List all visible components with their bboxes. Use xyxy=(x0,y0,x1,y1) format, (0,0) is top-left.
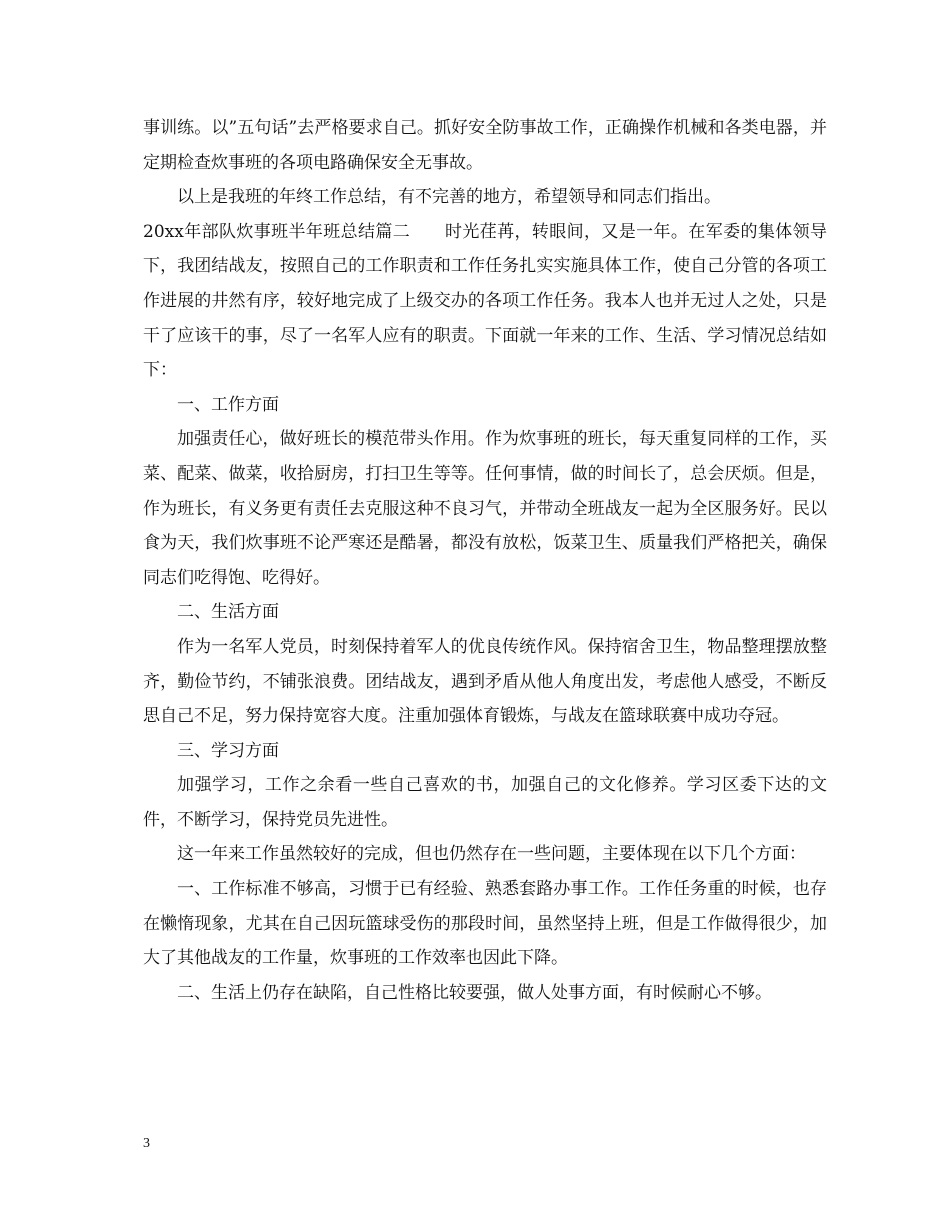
heading-life: 二、生活方面 xyxy=(177,602,279,623)
document-body xyxy=(143,111,827,1010)
paragraph-problems-intro: 这一年来工作虽然较好的完成，但也仍然存在一些问题，主要体现在以下几个方面： xyxy=(177,844,806,865)
paragraph-2: 以上是我班的年终工作总结，有不完善的地方，希望领导和同志们指出。 xyxy=(177,187,721,208)
paragraph-life: 作为一名军人党员，时刻保持着军人的优良传统作风。保持宿舍卫生，物品整理摆放整齐，勤俭节约，不铺张浪费。团结战友，遇到矛盾从他人角度出发，考虑他人感受，不断反思自己不足，努力保持宽容大度。注重加强体育锻炼，与战友在篮球联赛中成功夺冠。 xyxy=(143,636,827,727)
paragraph-study: 加强学习，工作之余看一些自己喜欢的书，加强自己的文化修养。学习区委下达的文件，不断学习，保持党员先进性。 xyxy=(143,775,827,830)
paragraph-3-section-title: 20xx年部队炊事班半年班总结篇二 时光荏苒，转眼间，又是一年。在军委的集体领导下，我团结战友，按照自己的工作职责和工作任务扎实实施具体工作，使自己分管的各项工作进展的井然有序，较好地完成了上级交办的各项工作任务。我本人也并无过人之处，只是干了应该干的事，尽了一名军人应有的职责。下面就一年来的工作、生活、学习情况总结如下： xyxy=(143,221,827,381)
page-number: 3 xyxy=(143,1136,150,1151)
heading-work: 一、工作方面 xyxy=(177,394,279,415)
paragraph-problem-2: 二、生活上仍存在缺陷，自己性格比较要强，做人处事方面，有时候耐心不够。 xyxy=(177,982,772,1003)
paragraph-1: 事训练。以”五句话”去严格要求自己。抓好安全防事故工作，正确操作机械和各类电器，并定期检查炊事班的各项电路确保安全无事故。 xyxy=(143,118,827,173)
heading-study: 三、学习方面 xyxy=(177,740,279,761)
paragraph-problem-1: 一、工作标准不够高，习惯于已有经验、熟悉套路办事工作。工作任务重的时候，也存在懒惰现象，尤其在自己因玩篮球受伤的那段时间，虽然坚持上班，但是工作做得很少，加大了其他战友的工作量，炊事班的工作效率也因此下降。 xyxy=(143,879,827,969)
paragraph-work: 加强责任心，做好班长的模范带头作用。作为炊事班的班长，每天重复同样的工作，买菜、配菜、做菜，收拾厨房，打扫卫生等等。任何事情，做的时间长了，总会厌烦。但是，作为班长，有义务更有责任去克服这种不良习气，并带动全班战友一起为全区服务好。民以食为天，我们炊事班不论严寒还是酷暑，都没有放松，饭菜卫生、质量我们严格把关，确保同志们吃得饱、吃得好。 xyxy=(143,429,827,588)
